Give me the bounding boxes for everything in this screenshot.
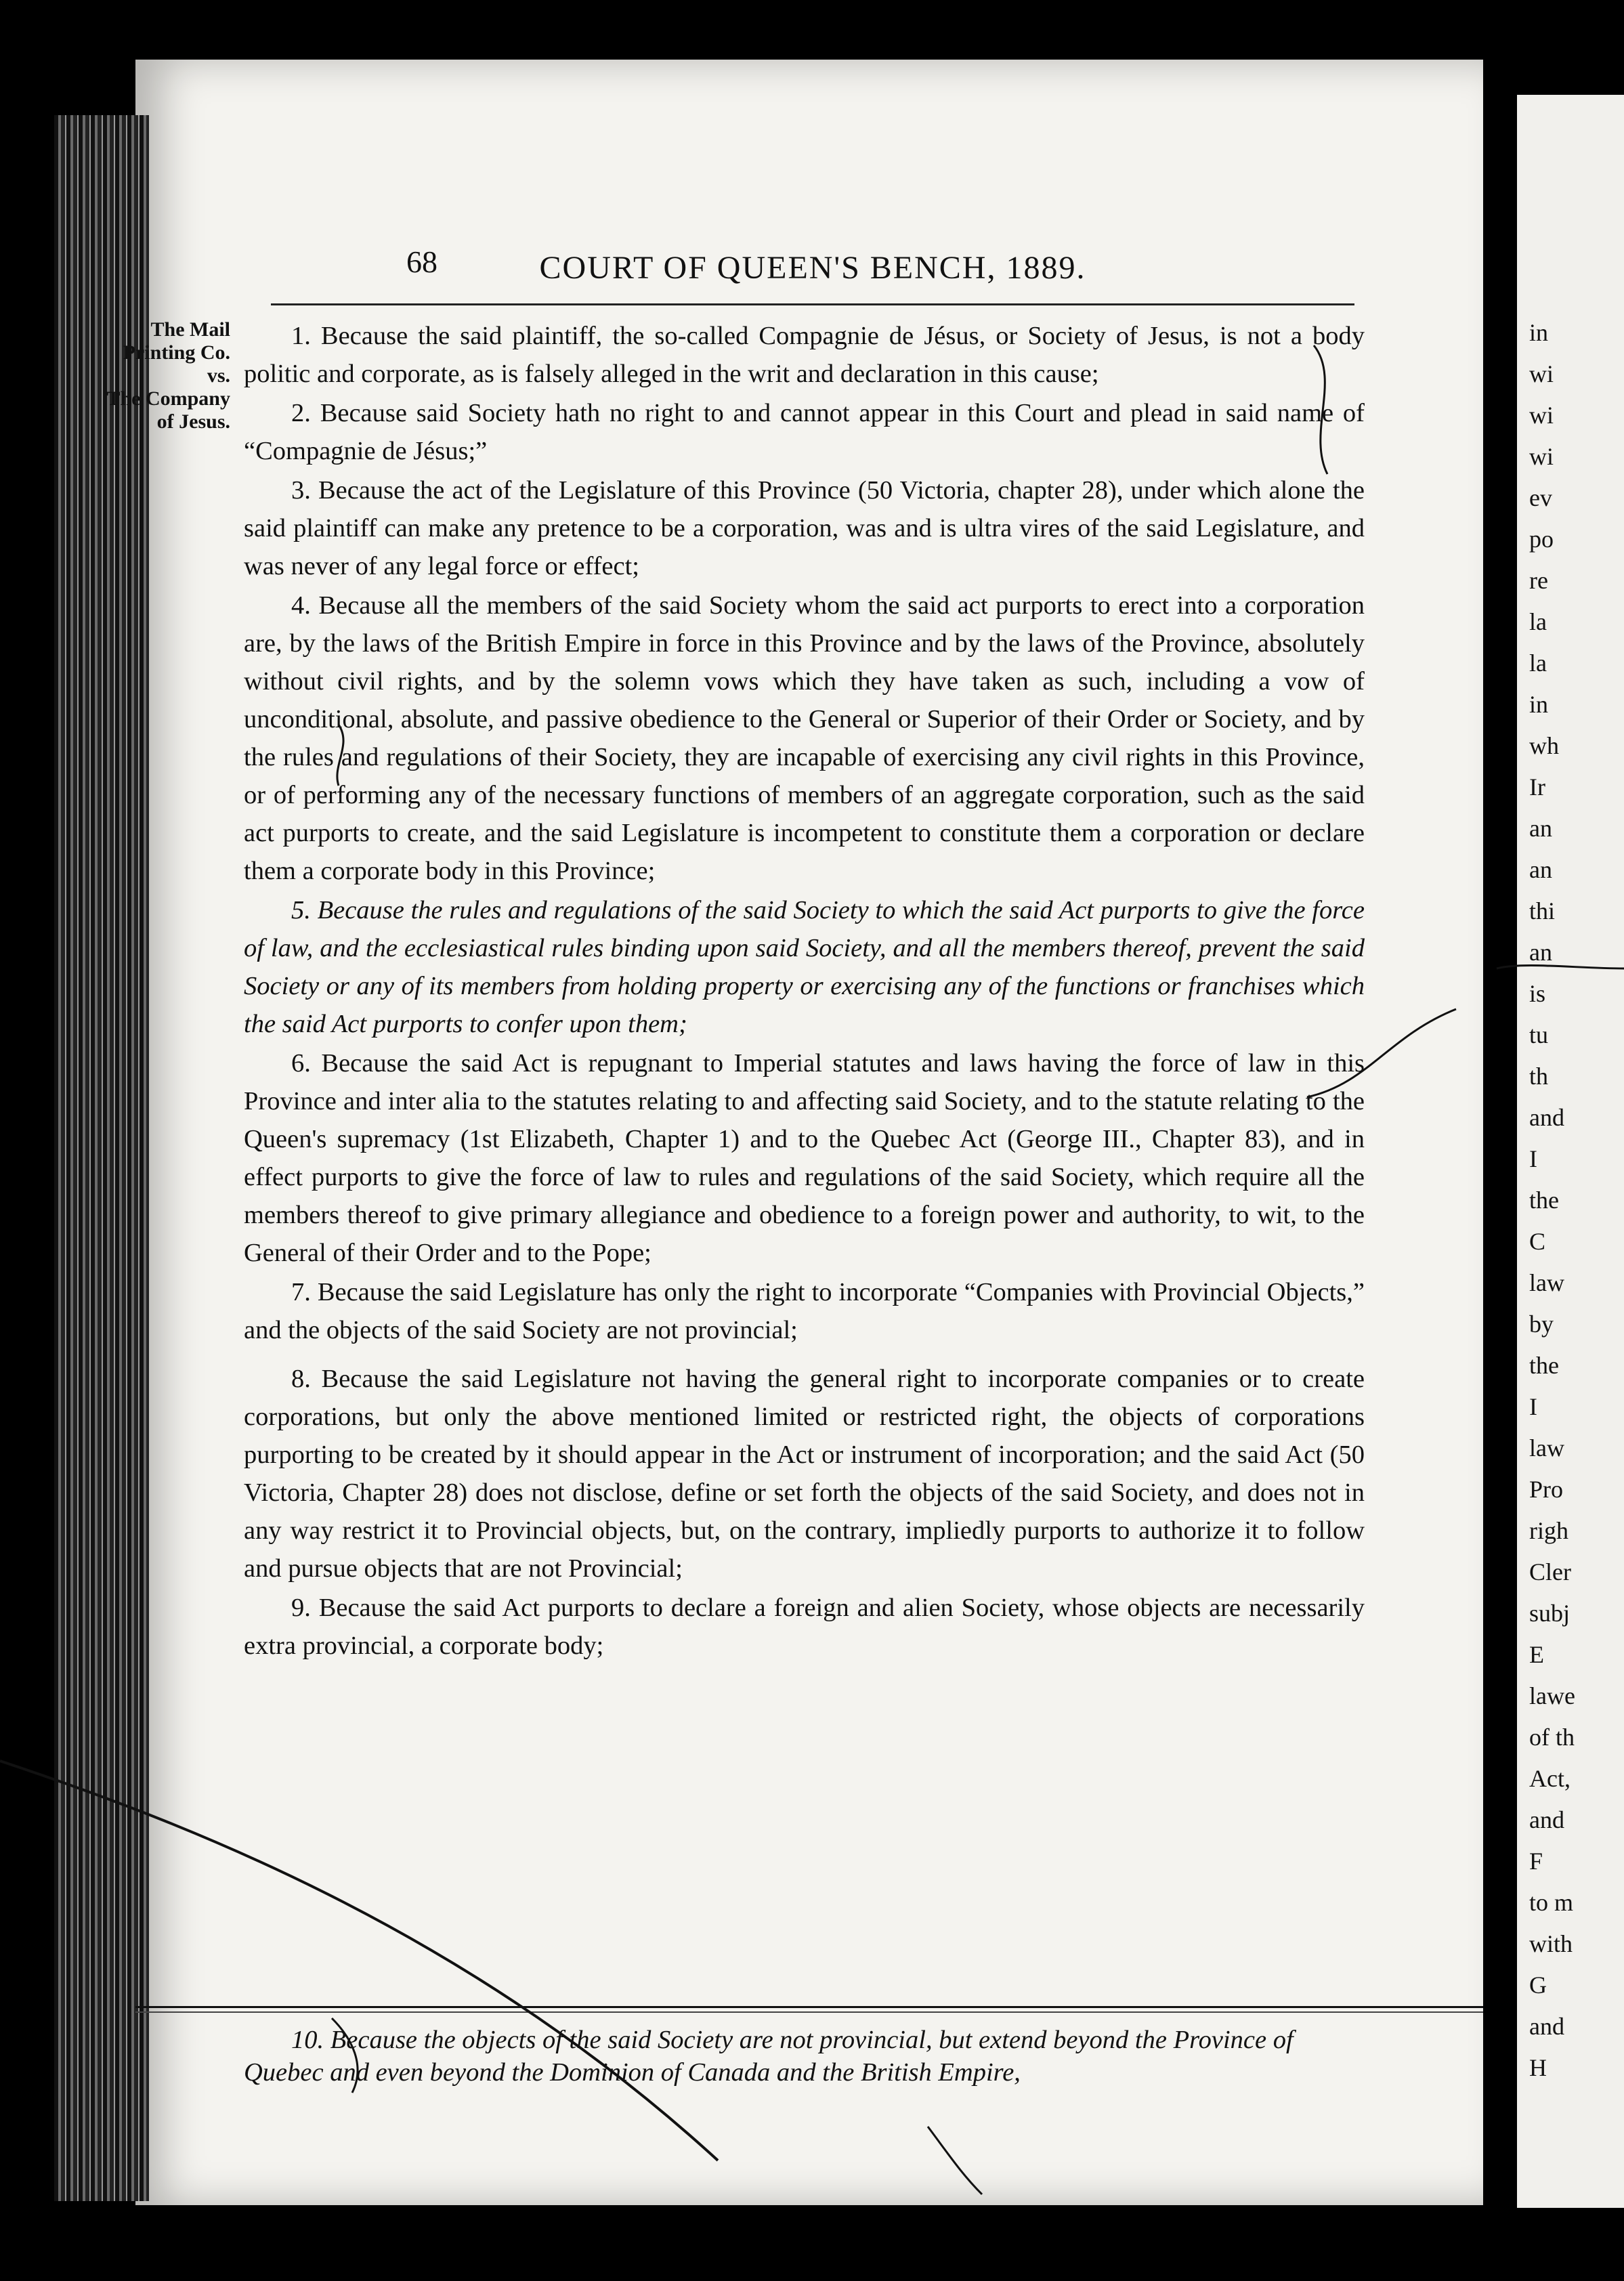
paragraph-8: 8. Because the said Legislature not having the general right to incorporate companies or to create corporations, but only the above mentioned limited or restricted right, the objects of corporations purporting to be created by it should appear in the Act or instrument of incorporation; and the said Act (50 Victoria, Chapter 28) does not disclose, define or set forth the objects of the said Society, and does not in any way restrict it to Provincial objects, but, on the contrary, impliedly purports to authorize it to follow and pursue objects that are not Provincial; <box>244 1365 1365 1583</box>
adjacent-page-word: la <box>1529 608 1547 635</box>
stray-pen-stroke <box>1307 1009 1456 1097</box>
adjacent-page-word: Ir <box>1529 773 1545 801</box>
adjacent-page-word: law <box>1529 1269 1564 1296</box>
adjacent-page-word: Cler <box>1529 1558 1571 1585</box>
adjacent-page-word: the <box>1529 1187 1559 1214</box>
adjacent-page-word: in <box>1529 319 1549 346</box>
adjacent-page-word: I <box>1529 1393 1537 1420</box>
adjacent-page-word: wh <box>1529 732 1559 759</box>
adjacent-page-word: Act, <box>1529 1765 1570 1792</box>
adjacent-page-word: subj <box>1529 1600 1570 1627</box>
adjacent-page-word: wi <box>1529 402 1554 429</box>
adjacent-page-word: of th <box>1529 1724 1575 1751</box>
adjacent-page-word: an <box>1529 856 1552 883</box>
adjacent-page-word: C <box>1529 1228 1546 1255</box>
paragraph-10: 10. Because the objects of the said Society are not provincial, but extend beyond the Province of Quebec and even beyond the Dominion of Canada and the British Empire, <box>244 2026 1294 2087</box>
adjacent-page-word: the <box>1529 1352 1559 1379</box>
adjacent-page-word: ev <box>1529 484 1552 511</box>
running-title: COURT OF QUEEN'S BENCH, 1889. <box>539 250 1086 286</box>
stray-pen-stroke <box>1497 966 1624 968</box>
stray-pen-stroke <box>337 725 343 786</box>
paragraph-6: 6. Because the said Act is repugnant to Imperial statutes and laws having the force of law in this Province and inter alia to the statutes relating to and affecting said Society, and to the statute relating to the Queen's supremacy (1st Elizabeth, Chapter 1) and to the Quebec Act (George III., Chapter 83), and in effect purports to give the force of law to rules and regulations of the said Society, which require all the members thereof to give primary allegiance and obedience to a foreign power and authority, to wit, to the General of their Order and to the Pope; <box>244 1049 1365 1267</box>
margin-note-line: vs. <box>207 364 230 387</box>
adjacent-page-word: th <box>1529 1063 1549 1090</box>
margin-note-line: Printing Co. <box>123 341 230 364</box>
adjacent-page-word: with <box>1529 1930 1573 1957</box>
adjacent-page-word: to m <box>1529 1889 1574 1916</box>
paragraph-9: 9. Because the said Act purports to declare a foreign and alien Society, whose objects are necessarily extra provincial, a corporate body; <box>244 1594 1365 1660</box>
margin-note-line: The Company <box>106 387 230 410</box>
adjacent-page-word: an <box>1529 939 1552 966</box>
adjacent-page-word: Pro <box>1529 1476 1564 1503</box>
adjacent-page-word: G <box>1529 1971 1547 1999</box>
stray-pen-stroke <box>0 1761 718 2160</box>
paragraph-3: 3. Because the act of the Legislature of this Province (50 Victoria, chapter 28), under which alone the said plaintiff can make any pretence to be a corporation, was and is ultra vires of the said Legislature, and was never of any legal force or effect; <box>244 476 1365 580</box>
adjacent-page-word: wi <box>1529 360 1554 387</box>
adjacent-page-word: F <box>1529 1848 1543 1875</box>
adjacent-page-word: by <box>1529 1310 1554 1338</box>
paragraph-1: 1. Because the said plaintiff, the so-called Compagnie de Jésus, or Society of Jesus, is not a body politic and corporate, as is falsely alleged in the writ and declaration in this cause; <box>244 322 1365 388</box>
adjacent-page-word: tu <box>1529 1021 1549 1048</box>
adjacent-page-word: is <box>1529 980 1546 1007</box>
adjacent-page-word: and <box>1529 2013 1564 2040</box>
page-number: 68 <box>406 244 437 279</box>
margin-note-line: of Jesus. <box>156 410 230 433</box>
adjacent-page-word: lawe <box>1529 1682 1575 1709</box>
paragraph-5: 5. Because the rules and regulations of the said Society to which the said Act purports to give the force of law, and the ecclesiastical rules binding upon said Society, and all the members thereof, prevent the said Society or any of its members from holding property or exercising any of the functions or franchises which the said Act purports to confer upon them; <box>244 896 1365 1038</box>
stray-pen-stroke <box>928 2127 982 2194</box>
adjacent-page-word: re <box>1529 567 1548 594</box>
adjacent-page-word: in <box>1529 691 1549 718</box>
adjacent-page-word: law <box>1529 1434 1564 1462</box>
adjacent-page-word: an <box>1529 815 1552 842</box>
adjacent-page-word: and <box>1529 1806 1564 1833</box>
paragraph-4: 4. Because all the members of the said Society whom the said act purports to erect into a corporation are, by the laws of the British Empire in force in this Province and by the laws of the Province, absolutely without civil rights, and by the solemn vows which they have taken as such, including a vow of unconditional, absolute, and passive obedience to the General or Superior of their Order or Society, and by the rules and regulations of their Society, they are incapable of exercising any civil rights in this Province, or of performing any of the necessary functions of members of an aggregate corporation, such as the said act purports to create, and the said Legislature is incompetent to constitute them a corporation or declare them a corporate body in this Province; <box>244 591 1365 885</box>
adjacent-page-word: I <box>1529 1145 1537 1172</box>
adjacent-page-word: thi <box>1529 897 1556 924</box>
stray-pen-stroke <box>332 2018 358 2093</box>
margin-note-line: The Mail <box>150 318 230 341</box>
adjacent-page-word: po <box>1529 526 1554 553</box>
paragraph-2: 2. Because said Society hath no right to and cannot appear in this Court and plead in said name of “Compagnie de Jésus;” <box>244 399 1365 465</box>
adjacent-page-word: wi <box>1529 443 1554 470</box>
adjacent-page-word: righ <box>1529 1517 1568 1544</box>
adjacent-page-word: H <box>1529 2054 1547 2081</box>
paragraph-7: 7. Because the said Legislature has only the right to incorporate “Companies with Provincial Objects,” and the objects of the said Society are not provincial; <box>244 1278 1365 1344</box>
adjacent-page-word: la <box>1529 649 1547 677</box>
adjacent-page-word: and <box>1529 1104 1564 1131</box>
adjacent-page-word: E <box>1529 1641 1544 1668</box>
stray-pen-stroke <box>1314 345 1327 474</box>
